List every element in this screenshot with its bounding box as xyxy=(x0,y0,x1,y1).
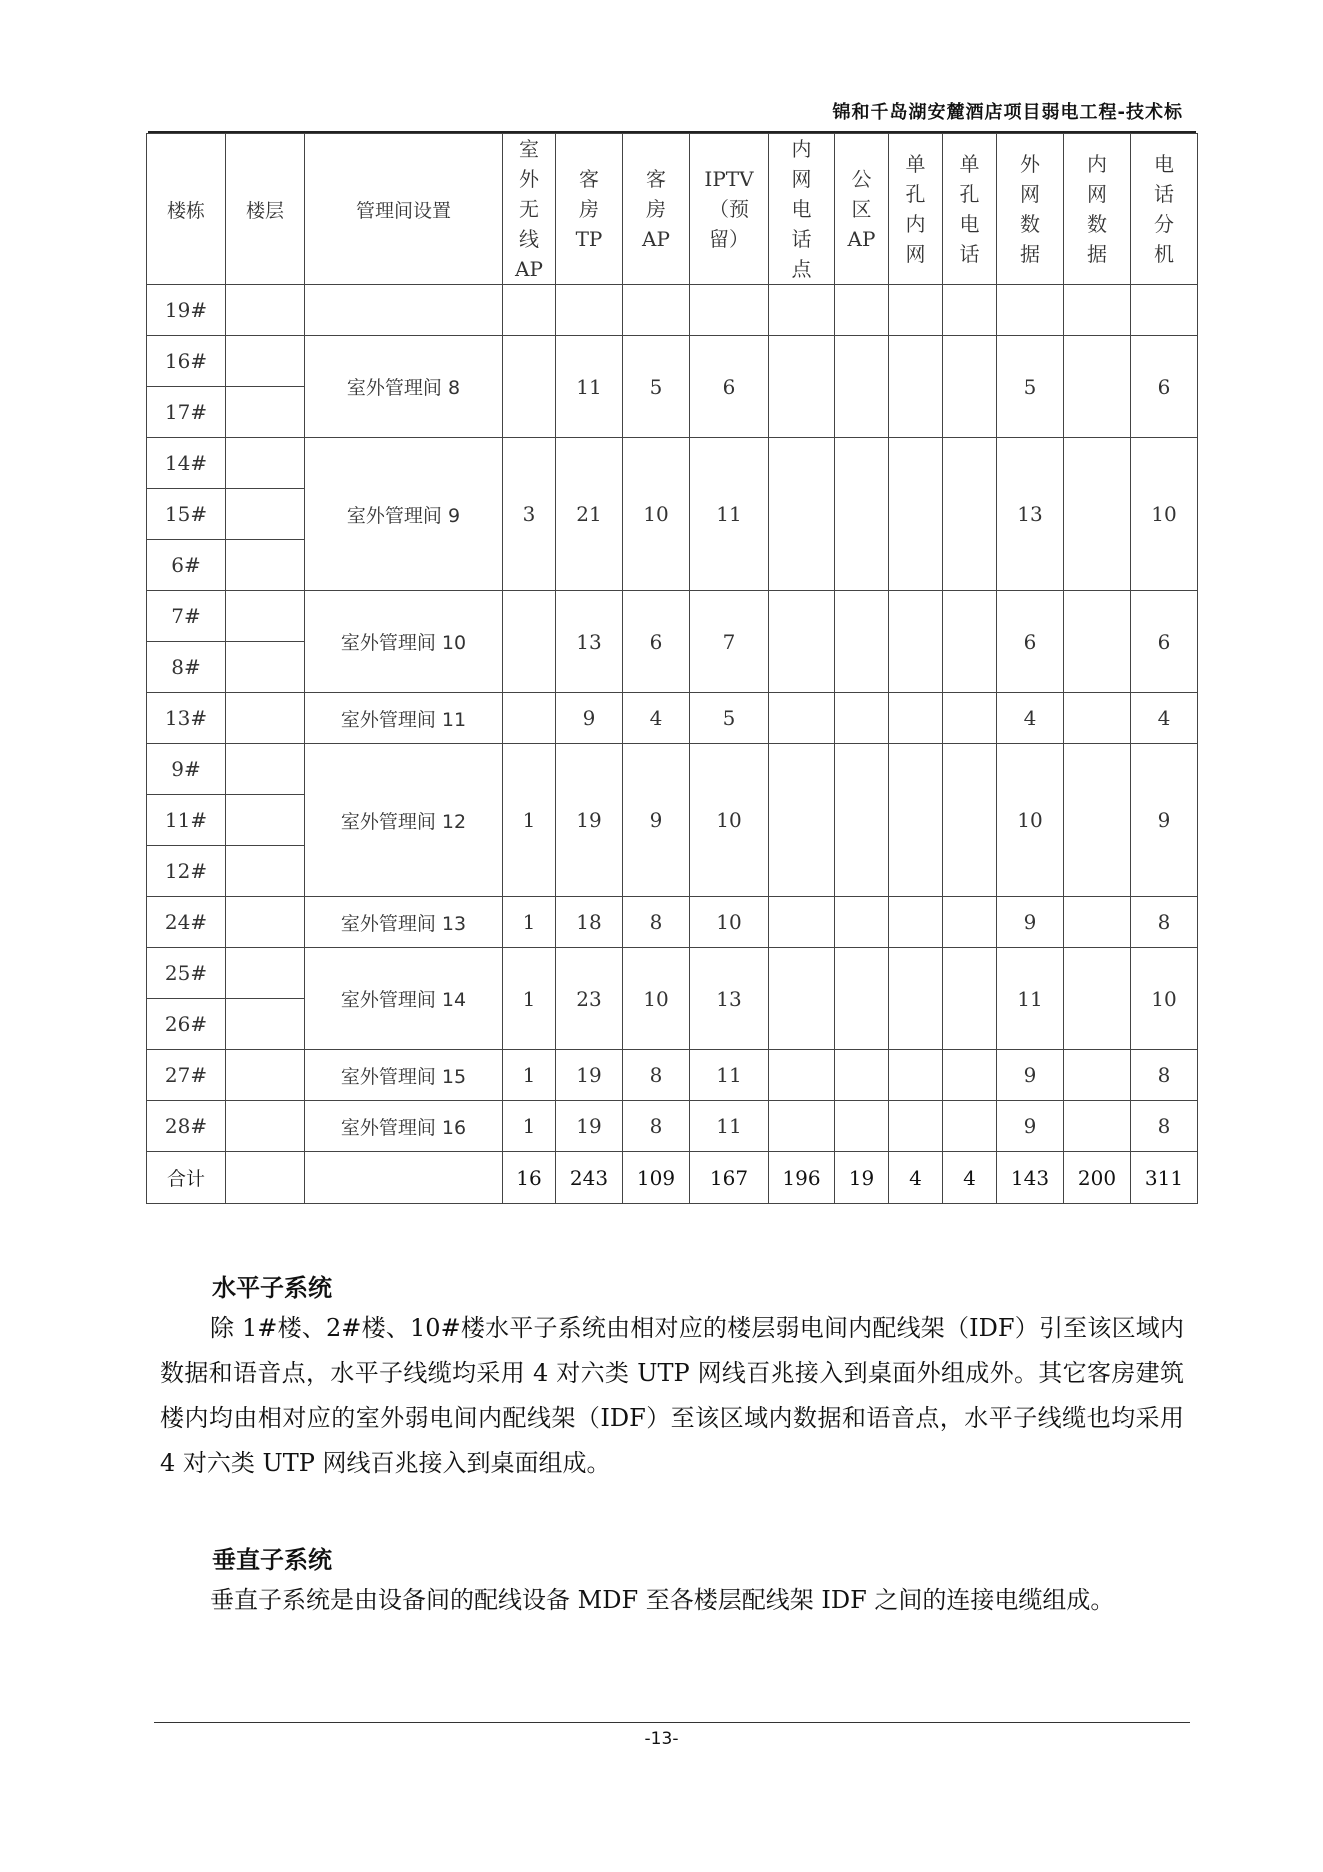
count-cell: 10 xyxy=(623,438,690,591)
count-cell: 13 xyxy=(997,438,1064,591)
count-cell: 18 xyxy=(556,897,623,948)
count-cell xyxy=(835,744,889,897)
count-cell xyxy=(943,897,997,948)
count-cell xyxy=(769,1101,835,1152)
count-cell: 8 xyxy=(623,1101,690,1152)
count-cell xyxy=(835,438,889,591)
column-header: 室 外 无 线 AP xyxy=(503,134,556,285)
management-room-cell: 室外管理间 8 xyxy=(305,336,503,438)
count-cell: 9 xyxy=(1131,744,1198,897)
section-heading-horizontal: 水平子系统 xyxy=(212,1274,332,1302)
count-cell xyxy=(889,693,943,744)
column-header: 内 网 电 话 点 xyxy=(769,134,835,285)
count-cell xyxy=(943,744,997,897)
floor-cell xyxy=(226,1152,305,1204)
total-count-cell: 109 xyxy=(623,1152,690,1204)
footer-rule xyxy=(154,1722,1190,1723)
count-cell xyxy=(503,336,556,438)
total-count-cell: 200 xyxy=(1064,1152,1131,1204)
count-cell: 1 xyxy=(503,744,556,897)
count-cell xyxy=(769,336,835,438)
count-cell: 3 xyxy=(503,438,556,591)
table-header-row xyxy=(147,134,1198,285)
total-count-cell: 311 xyxy=(1131,1152,1198,1204)
count-cell xyxy=(769,591,835,693)
building-cell: 6# xyxy=(147,540,226,591)
building-cell: 15# xyxy=(147,489,226,540)
total-count-cell: 19 xyxy=(835,1152,889,1204)
paragraph-horizontal: 除 1#楼、2#楼、10#楼水平子系统由相对应的楼层弱电间内配线架（IDF）引至该区域内数据和语音点，水平子线缆均采用 4 对六类 UTP 网线百兆接入到桌面外组成外。其它客房建筑楼内均由相对应的室外弱电间内配线架（IDF）至该区域内数据和语音点，水平子线缆也均采用 4 对六类 UTP 网线百兆接入到桌面组成。 xyxy=(160,1314,1184,1477)
table-row xyxy=(147,438,1198,489)
building-cell: 8# xyxy=(147,642,226,693)
building-cell: 28# xyxy=(147,1101,226,1152)
management-room-cell: 室外管理间 16 xyxy=(305,1101,503,1152)
count-cell: 10 xyxy=(997,744,1064,897)
floor-cell xyxy=(226,438,305,489)
total-label: 合计 xyxy=(147,1152,226,1204)
building-cell: 27# xyxy=(147,1050,226,1101)
count-cell xyxy=(769,1050,835,1101)
column-header: 客 房 TP xyxy=(556,134,623,285)
empty-cell xyxy=(305,285,503,336)
count-cell: 9 xyxy=(556,693,623,744)
count-cell xyxy=(769,693,835,744)
count-cell xyxy=(889,744,943,897)
count-cell xyxy=(889,336,943,438)
count-cell xyxy=(503,591,556,693)
count-cell: 19 xyxy=(556,1050,623,1101)
management-room-cell: 室外管理间 12 xyxy=(305,744,503,897)
empty-cell xyxy=(690,285,769,336)
count-cell: 4 xyxy=(623,693,690,744)
count-cell: 19 xyxy=(556,744,623,897)
count-cell: 11 xyxy=(690,1050,769,1101)
section-heading-vertical: 垂直子系统 xyxy=(212,1546,332,1574)
building-cell: 16# xyxy=(147,336,226,387)
column-header: 单 孔 内 网 xyxy=(889,134,943,285)
count-cell: 6 xyxy=(1131,591,1198,693)
floor-cell xyxy=(226,948,305,999)
total-count-cell: 196 xyxy=(769,1152,835,1204)
count-cell: 4 xyxy=(997,693,1064,744)
count-cell xyxy=(769,744,835,897)
table-row xyxy=(147,693,1198,744)
count-cell: 10 xyxy=(1131,438,1198,591)
count-cell: 8 xyxy=(623,897,690,948)
count-cell xyxy=(503,693,556,744)
count-cell xyxy=(835,897,889,948)
floor-cell xyxy=(226,591,305,642)
count-cell xyxy=(769,948,835,1050)
column-header: 外 网 数 据 xyxy=(997,134,1064,285)
count-cell xyxy=(1064,438,1131,591)
building-cell: 7# xyxy=(147,591,226,642)
count-cell xyxy=(835,948,889,1050)
empty-cell xyxy=(226,285,305,336)
total-row xyxy=(147,1152,1198,1204)
table-row xyxy=(147,1050,1198,1101)
count-cell: 5 xyxy=(690,693,769,744)
count-cell xyxy=(943,1101,997,1152)
count-cell xyxy=(889,438,943,591)
count-cell xyxy=(889,1101,943,1152)
count-cell xyxy=(1064,744,1131,897)
table-row xyxy=(147,1101,1198,1152)
count-cell: 10 xyxy=(690,897,769,948)
total-count-cell: 167 xyxy=(690,1152,769,1204)
empty-cell xyxy=(503,285,556,336)
count-cell xyxy=(943,438,997,591)
building-cell: 17# xyxy=(147,387,226,438)
count-cell: 9 xyxy=(997,897,1064,948)
count-cell: 11 xyxy=(997,948,1064,1050)
floor-cell xyxy=(226,540,305,591)
count-cell: 11 xyxy=(556,336,623,438)
count-cell xyxy=(943,693,997,744)
count-cell: 23 xyxy=(556,948,623,1050)
count-cell: 1 xyxy=(503,1050,556,1101)
management-room-cell: 室外管理间 14 xyxy=(305,948,503,1050)
floor-cell xyxy=(226,897,305,948)
empty-cell xyxy=(943,285,997,336)
count-cell: 11 xyxy=(690,438,769,591)
count-cell xyxy=(1064,1101,1131,1152)
count-cell xyxy=(1064,591,1131,693)
empty-cell xyxy=(997,285,1064,336)
total-count-cell: 4 xyxy=(889,1152,943,1204)
column-header: 单 孔 电 话 xyxy=(943,134,997,285)
building-cell: 12# xyxy=(147,846,226,897)
count-cell: 10 xyxy=(623,948,690,1050)
count-cell: 8 xyxy=(1131,1050,1198,1101)
building-cell: 19# xyxy=(147,285,226,336)
column-header: 电 话 分 机 xyxy=(1131,134,1198,285)
empty-cell xyxy=(1131,285,1198,336)
floor-cell xyxy=(226,999,305,1050)
empty-cell xyxy=(623,285,690,336)
total-count-cell: 243 xyxy=(556,1152,623,1204)
count-cell xyxy=(1064,897,1131,948)
count-cell xyxy=(835,693,889,744)
count-cell xyxy=(889,897,943,948)
table-row xyxy=(147,285,1198,336)
count-cell: 19 xyxy=(556,1101,623,1152)
column-header: 客 房 AP xyxy=(623,134,690,285)
count-cell xyxy=(889,591,943,693)
count-cell: 6 xyxy=(623,591,690,693)
table-row xyxy=(147,897,1198,948)
count-cell: 5 xyxy=(997,336,1064,438)
count-cell: 9 xyxy=(997,1101,1064,1152)
management-room-cell: 室外管理间 11 xyxy=(305,693,503,744)
floor-cell xyxy=(226,795,305,846)
count-cell xyxy=(943,336,997,438)
count-cell: 7 xyxy=(690,591,769,693)
table-row xyxy=(147,336,1198,387)
building-cell: 26# xyxy=(147,999,226,1050)
equipment-count-table xyxy=(146,133,1198,1204)
count-cell xyxy=(1064,1050,1131,1101)
management-room-cell xyxy=(305,1152,503,1204)
count-cell: 11 xyxy=(690,1101,769,1152)
count-cell xyxy=(835,1101,889,1152)
floor-cell xyxy=(226,744,305,795)
management-room-cell: 室外管理间 9 xyxy=(305,438,503,591)
empty-cell xyxy=(1064,285,1131,336)
count-cell: 1 xyxy=(503,1101,556,1152)
count-cell: 8 xyxy=(1131,1101,1198,1152)
empty-cell xyxy=(769,285,835,336)
count-cell: 13 xyxy=(556,591,623,693)
count-cell xyxy=(889,1050,943,1101)
column-header: 楼层 xyxy=(226,134,305,285)
count-cell: 6 xyxy=(690,336,769,438)
column-header: 管理间设置 xyxy=(305,134,503,285)
column-header: 内 网 数 据 xyxy=(1064,134,1131,285)
count-cell: 8 xyxy=(1131,897,1198,948)
management-room-cell: 室外管理间 13 xyxy=(305,897,503,948)
paragraph-vertical: 垂直子系统是由设备间的配线设备 MDF 至各楼层配线架 IDF 之间的连接电缆组成。 xyxy=(210,1586,1115,1614)
building-cell: 11# xyxy=(147,795,226,846)
building-cell: 13# xyxy=(147,693,226,744)
count-cell xyxy=(835,1050,889,1101)
count-cell xyxy=(1064,693,1131,744)
count-cell: 21 xyxy=(556,438,623,591)
count-cell xyxy=(835,336,889,438)
count-cell xyxy=(943,948,997,1050)
count-cell: 9 xyxy=(997,1050,1064,1101)
count-cell xyxy=(889,948,943,1050)
empty-cell xyxy=(835,285,889,336)
count-cell xyxy=(943,591,997,693)
count-cell xyxy=(769,438,835,591)
column-header: IPTV （预 留） xyxy=(690,134,769,285)
management-room-cell: 室外管理间 10 xyxy=(305,591,503,693)
page-number: -13- xyxy=(644,1729,679,1749)
total-count-cell: 143 xyxy=(997,1152,1064,1204)
count-cell: 10 xyxy=(1131,948,1198,1050)
floor-cell xyxy=(226,846,305,897)
column-header: 公 区 AP xyxy=(835,134,889,285)
document-header-title: 锦和千岛湖安麓酒店项目弱电工程-技术标 xyxy=(832,102,1183,123)
table-row xyxy=(147,744,1198,795)
count-cell: 10 xyxy=(690,744,769,897)
count-cell: 6 xyxy=(997,591,1064,693)
floor-cell xyxy=(226,387,305,438)
building-cell: 24# xyxy=(147,897,226,948)
table-body xyxy=(147,285,1198,1204)
count-cell: 6 xyxy=(1131,336,1198,438)
floor-cell xyxy=(226,642,305,693)
building-cell: 14# xyxy=(147,438,226,489)
count-cell xyxy=(943,1050,997,1101)
floor-cell xyxy=(226,1101,305,1152)
count-cell: 1 xyxy=(503,948,556,1050)
column-header: 楼栋 xyxy=(147,134,226,285)
empty-cell xyxy=(889,285,943,336)
count-cell: 4 xyxy=(1131,693,1198,744)
table-row xyxy=(147,591,1198,642)
count-cell: 9 xyxy=(623,744,690,897)
count-cell: 13 xyxy=(690,948,769,1050)
count-cell xyxy=(769,897,835,948)
total-count-cell: 4 xyxy=(943,1152,997,1204)
empty-cell xyxy=(556,285,623,336)
count-cell xyxy=(835,591,889,693)
count-cell: 5 xyxy=(623,336,690,438)
floor-cell xyxy=(226,1050,305,1101)
count-cell: 1 xyxy=(503,897,556,948)
total-count-cell: 16 xyxy=(503,1152,556,1204)
count-cell xyxy=(1064,948,1131,1050)
management-room-cell: 室外管理间 15 xyxy=(305,1050,503,1101)
floor-cell xyxy=(226,336,305,387)
building-cell: 9# xyxy=(147,744,226,795)
count-cell xyxy=(1064,336,1131,438)
building-cell: 25# xyxy=(147,948,226,999)
floor-cell xyxy=(226,693,305,744)
count-cell: 8 xyxy=(623,1050,690,1101)
table-row xyxy=(147,948,1198,999)
floor-cell xyxy=(226,489,305,540)
